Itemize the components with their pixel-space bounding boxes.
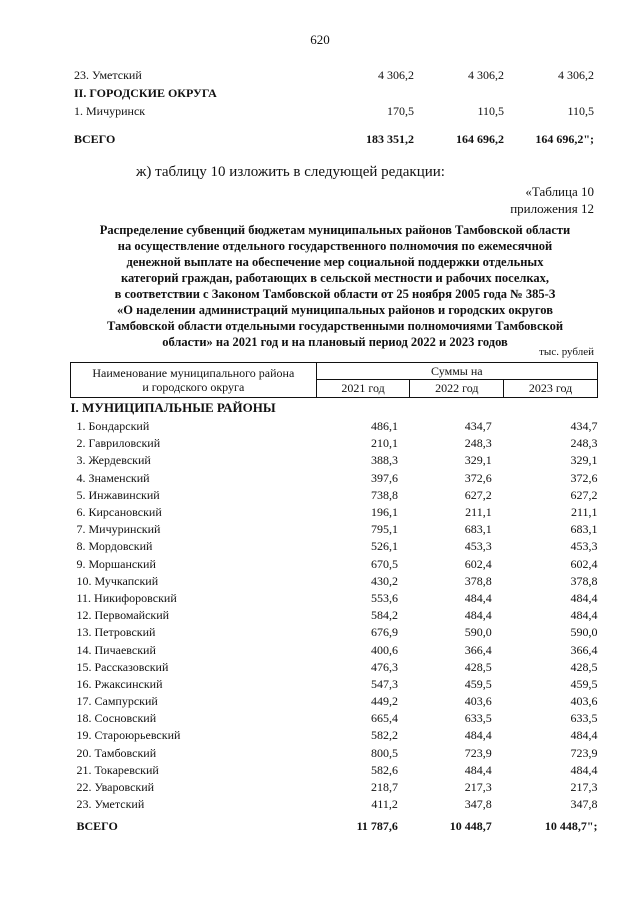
value-2023: 627,2 <box>570 487 598 502</box>
title-line: на осуществление отдельного государственного полномочия по ежемесячной <box>117 239 553 253</box>
value-2022: 683,1 <box>464 522 492 537</box>
value-2023: 590,0 <box>570 625 598 640</box>
value-2023: 484,4 <box>570 608 598 623</box>
value-2022: 347,8 <box>464 797 492 812</box>
table-row <box>71 727 598 744</box>
value-2021: 665,4 <box>370 711 398 726</box>
row-name: 5. Инжавинский <box>76 487 160 502</box>
row-name: 6. Кирсановский <box>76 505 162 520</box>
title-line: Распределение субвенций бюджетам муниципальных районов Тамбовской области <box>99 223 571 237</box>
row-name: 19. Староюрьевский <box>76 728 181 743</box>
value-2023: 434,7 <box>570 419 598 434</box>
table-row <box>71 779 598 796</box>
value-2023: 484,4 <box>570 762 598 777</box>
value-2022: 434,7 <box>464 419 492 434</box>
row-name: 23. Уметский <box>76 797 145 812</box>
value-2022: 248,3 <box>464 436 492 451</box>
value-2023: 683,1 <box>570 522 598 537</box>
row-name: 3. Жердевский <box>76 453 151 468</box>
value-2023: 366,4 <box>570 642 598 657</box>
table-reference <box>510 183 594 217</box>
value-2021: 210,1 <box>370 436 398 451</box>
value-2022: 217,3 <box>464 780 492 795</box>
previous-table-tail <box>74 66 594 148</box>
table-row <box>71 676 598 693</box>
value-2022: 366,4 <box>464 642 492 657</box>
row-name: 11. Никифоровский <box>76 590 177 605</box>
value-2021: 400,6 <box>370 642 398 657</box>
value-2023: 110,5 <box>567 103 594 118</box>
row-name: 7. Мичуринский <box>76 522 161 537</box>
table-row <box>71 710 598 727</box>
row-name: 21. Токаревский <box>76 762 159 777</box>
value-2021: 795,1 <box>370 522 398 537</box>
value-2022: 602,4 <box>464 556 492 571</box>
row-name: 14. Пичаевский <box>76 642 156 657</box>
header-sums: Суммы на <box>316 363 597 380</box>
total-2023: 164 696,2"; <box>535 131 594 146</box>
row-name: 20. Тамбовский <box>76 745 157 760</box>
table-row <box>71 745 598 762</box>
value-2023: 453,3 <box>570 539 598 554</box>
value-2022: 633,5 <box>464 711 492 726</box>
row-name: 18. Сосновский <box>76 711 157 726</box>
table-row <box>71 504 598 521</box>
total-2021: 11 787,6 <box>356 818 398 833</box>
title-line: в соответствии с Законом Тамбовской области от 25 ноября 2005 года № 385-З <box>114 287 556 301</box>
value-2021: 218,7 <box>370 780 398 795</box>
value-2022: 484,4 <box>464 762 492 777</box>
value-2023: 633,5 <box>570 711 598 726</box>
amendment-intro: ж) таблицу 10 изложить в следующей редакции: <box>136 164 445 180</box>
value-2021: 397,6 <box>370 470 398 485</box>
value-2021: 170,5 <box>387 103 414 118</box>
total-2023: 10 448,7"; <box>544 818 598 833</box>
table-row <box>71 659 598 676</box>
row-name: 12. Первомайский <box>76 608 170 623</box>
header-name <box>71 363 317 398</box>
value-2023: 602,4 <box>570 556 598 571</box>
total-2022: 10 448,7 <box>449 818 492 833</box>
value-2021: 388,3 <box>370 453 398 468</box>
value-2023: 211,1 <box>570 505 598 520</box>
table-row <box>71 556 598 573</box>
header-name-line: Наименование муниципального района <box>92 366 295 380</box>
table-row <box>71 573 598 590</box>
table-title <box>74 222 596 350</box>
table-row <box>71 418 598 435</box>
total-row <box>71 813 598 839</box>
section-title: II. ГОРОДСКИЕ ОКРУГА <box>74 85 217 100</box>
value-2022: 4 306,2 <box>468 67 504 82</box>
total-2021: 183 351,2 <box>366 131 414 146</box>
value-2022: 484,4 <box>464 590 492 605</box>
row-name: 10. Мучкапский <box>76 573 159 588</box>
value-2021: 486,1 <box>370 419 398 434</box>
table-row <box>71 452 598 469</box>
value-2021: 676,9 <box>370 625 398 640</box>
table-section-row <box>71 398 598 419</box>
value-2021: 800,5 <box>370 745 398 760</box>
total-label: ВСЕГО <box>74 131 116 146</box>
value-2021: 553,6 <box>370 590 398 605</box>
table-row <box>71 693 598 710</box>
value-2022: 211,1 <box>465 505 492 520</box>
value-2023: 372,6 <box>570 470 598 485</box>
title-line: Тамбовской области отдельными государственными полномочиями Тамбовской <box>106 319 564 333</box>
value-2023: 484,4 <box>570 728 598 743</box>
title-line: области» на 2021 год и на плановый период 2022 и 2023 годов <box>162 335 508 349</box>
table-row <box>71 796 598 813</box>
row-name: 4. Знаменский <box>76 470 150 485</box>
value-2023: 403,6 <box>570 694 598 709</box>
row-name: 22. Уваровский <box>76 780 155 795</box>
value-2023: 329,1 <box>570 453 598 468</box>
header-year-2022: 2022 год <box>410 380 504 398</box>
value-2023: 347,8 <box>570 797 598 812</box>
value-2021: 547,3 <box>370 676 398 691</box>
total-label: ВСЕГО <box>76 818 118 833</box>
table-row <box>71 624 598 641</box>
table-row <box>71 470 598 487</box>
value-2021: 582,2 <box>370 728 398 743</box>
value-2022: 590,0 <box>464 625 492 640</box>
table-row <box>74 102 594 120</box>
value-2023: 723,9 <box>570 745 598 760</box>
value-2023: 248,3 <box>570 436 598 451</box>
value-2021: 196,1 <box>370 505 398 520</box>
value-2022: 428,5 <box>464 659 492 674</box>
value-2022: 723,9 <box>464 745 492 760</box>
header-year-2021: 2021 год <box>316 380 410 398</box>
row-name: 17. Сампурский <box>76 694 158 709</box>
title-line: «О наделении администраций муниципальных районов и городских округов <box>117 303 553 317</box>
total-2022: 164 696,2 <box>456 131 504 146</box>
row-name: 1. Мичуринск <box>74 103 146 118</box>
value-2023: 378,8 <box>570 573 598 588</box>
value-2023: 4 306,2 <box>558 67 594 82</box>
table-row <box>71 607 598 624</box>
table-row <box>71 762 598 779</box>
value-2023: 459,5 <box>570 676 598 691</box>
section-title: I. МУНИЦИПАЛЬНЫЕ РАЙОНЫ <box>70 400 276 415</box>
value-2022: 329,1 <box>464 453 492 468</box>
page-number: 620 <box>310 32 330 47</box>
table-row <box>71 487 598 504</box>
value-2021: 526,1 <box>370 539 398 554</box>
header-year-2023: 2023 год <box>504 380 598 398</box>
subventions-table <box>70 362 598 839</box>
row-name: 2. Гавриловский <box>76 436 161 451</box>
value-2021: 670,5 <box>370 556 398 571</box>
row-name: 13. Петровский <box>76 625 156 640</box>
header-name-line: и городского округа <box>142 380 245 394</box>
value-2023: 217,3 <box>570 780 598 795</box>
value-2022: 484,4 <box>464 728 492 743</box>
table-row <box>71 435 598 452</box>
row-name: 15. Рассказовский <box>76 659 169 674</box>
value-2022: 627,2 <box>464 487 492 502</box>
value-2022: 378,8 <box>464 573 492 588</box>
table-row <box>71 590 598 607</box>
row-name: 8. Мордовский <box>76 539 153 554</box>
value-2022: 372,6 <box>464 470 492 485</box>
value-2022: 110,5 <box>477 103 504 118</box>
title-line: категорий граждан, работающих в сельской местности и рабочих поселках, <box>120 271 550 285</box>
value-2021: 449,2 <box>370 694 398 709</box>
total-row <box>74 130 594 148</box>
row-name: 23. Уметский <box>74 67 142 82</box>
value-2022: 459,5 <box>464 676 492 691</box>
table-reference-line: приложения 12 <box>510 201 594 216</box>
row-name: 1. Бондарский <box>76 419 150 434</box>
value-2021: 584,2 <box>370 608 398 623</box>
table-section-row <box>74 84 594 102</box>
value-2022: 484,4 <box>464 608 492 623</box>
title-line: денежной выплате на обеспечение мер социальной поддержки отдельных <box>126 255 544 269</box>
row-name: 16. Ржаксинский <box>76 676 163 691</box>
value-2021: 430,2 <box>370 573 398 588</box>
value-2021: 476,3 <box>370 659 398 674</box>
table-row <box>71 521 598 538</box>
value-2022: 453,3 <box>464 539 492 554</box>
value-2023: 428,5 <box>570 659 598 674</box>
unit-label: тыс. рублей <box>539 346 594 358</box>
table-row <box>71 538 598 555</box>
value-2021: 411,2 <box>371 797 398 812</box>
table-row <box>74 66 594 84</box>
value-2021: 582,6 <box>370 762 398 777</box>
value-2023: 484,4 <box>570 590 598 605</box>
table-reference-line: «Таблица 10 <box>525 184 594 199</box>
value-2022: 403,6 <box>464 694 492 709</box>
value-2021: 4 306,2 <box>378 67 414 82</box>
table-row <box>71 641 598 658</box>
row-name: 9. Моршанский <box>76 556 156 571</box>
value-2021: 738,8 <box>370 487 398 502</box>
